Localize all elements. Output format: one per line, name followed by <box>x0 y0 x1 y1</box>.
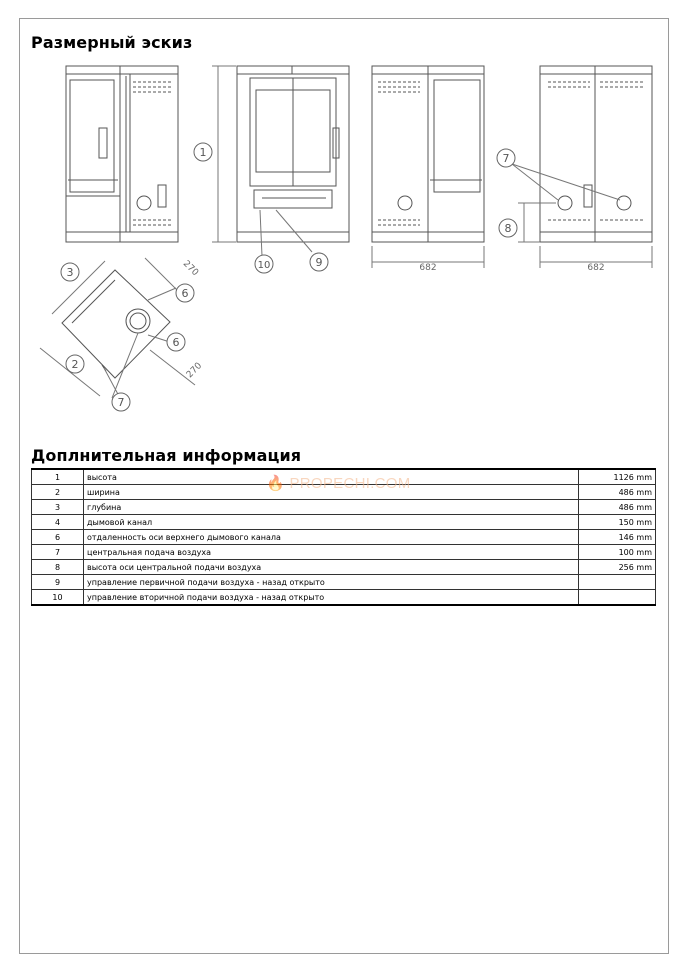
table-row <box>32 530 656 545</box>
watermark-text: PROPECHI.COM <box>289 475 411 492</box>
vent-grille <box>378 82 420 225</box>
stove-side-view <box>66 66 178 242</box>
callout-3-label: 3 <box>66 266 74 279</box>
watermark <box>266 474 411 492</box>
stove-top-view <box>40 258 195 398</box>
row-number: 1 <box>32 469 84 485</box>
row-value <box>579 590 656 606</box>
row-description: управление первичной подачи воздуха - назад открыто <box>84 575 579 590</box>
row-number: 10 <box>32 590 84 606</box>
row-number: 8 <box>32 560 84 575</box>
row-description: высота оси центральной подачи воздуха <box>84 560 579 575</box>
callout-1-label: 1 <box>199 146 207 159</box>
table-row <box>32 515 656 530</box>
row-description: центральная подача воздуха <box>84 545 579 560</box>
row-value: 1126 mm <box>579 469 656 485</box>
row-number: 3 <box>32 500 84 515</box>
stove-back-view <box>540 66 652 242</box>
callout-8-label: 8 <box>504 222 512 235</box>
row-value: 256 mm <box>579 560 656 575</box>
row-description: ширина <box>84 485 579 500</box>
callout-6-label: 6 <box>181 287 189 300</box>
row-value: 486 mm <box>579 485 656 500</box>
row-description: глубина <box>84 500 579 515</box>
row-description: дымовой канал <box>84 515 579 530</box>
side-dimension-label: 270 <box>180 258 201 279</box>
row-number: 2 <box>32 485 84 500</box>
row-description: отдаленность оси верхнего дымового канала <box>84 530 579 545</box>
table-row <box>32 575 656 590</box>
row-number: 9 <box>32 575 84 590</box>
callout-7-label-2: 7 <box>117 396 125 409</box>
dimension-lines <box>212 66 652 268</box>
row-value: 150 mm <box>579 515 656 530</box>
dimension-sketch <box>0 0 686 440</box>
stove-front-view <box>237 66 349 242</box>
table-row <box>32 500 656 515</box>
width-dimension-label: 682 <box>419 263 437 273</box>
row-value: 486 mm <box>579 500 656 515</box>
sketch-title: Размерный эскиз <box>31 33 193 52</box>
callout-7-label: 7 <box>502 152 510 165</box>
side-dimension-label-2: 270 <box>184 360 205 381</box>
row-value: 146 mm <box>579 530 656 545</box>
table-row <box>32 590 656 606</box>
callout-2-label: 2 <box>71 358 79 371</box>
row-description: высота <box>84 469 579 485</box>
table-row <box>32 545 656 560</box>
width-dimension-label-2: 682 <box>587 263 605 273</box>
table-row <box>32 560 656 575</box>
row-description: управление вторичной подачи воздуха - назад открыто <box>84 590 579 606</box>
callout-9-label: 9 <box>315 256 323 269</box>
row-value <box>579 575 656 590</box>
callout-10-label: 10 <box>257 260 271 271</box>
flame-icon: 🔥 <box>266 475 285 492</box>
row-value: 100 mm <box>579 545 656 560</box>
callout-6-label-2: 6 <box>172 336 180 349</box>
info-title: Доплнительная информация <box>31 446 302 465</box>
row-number: 6 <box>32 530 84 545</box>
row-number: 7 <box>32 545 84 560</box>
stove-side-view-2 <box>372 66 484 242</box>
row-number: 4 <box>32 515 84 530</box>
